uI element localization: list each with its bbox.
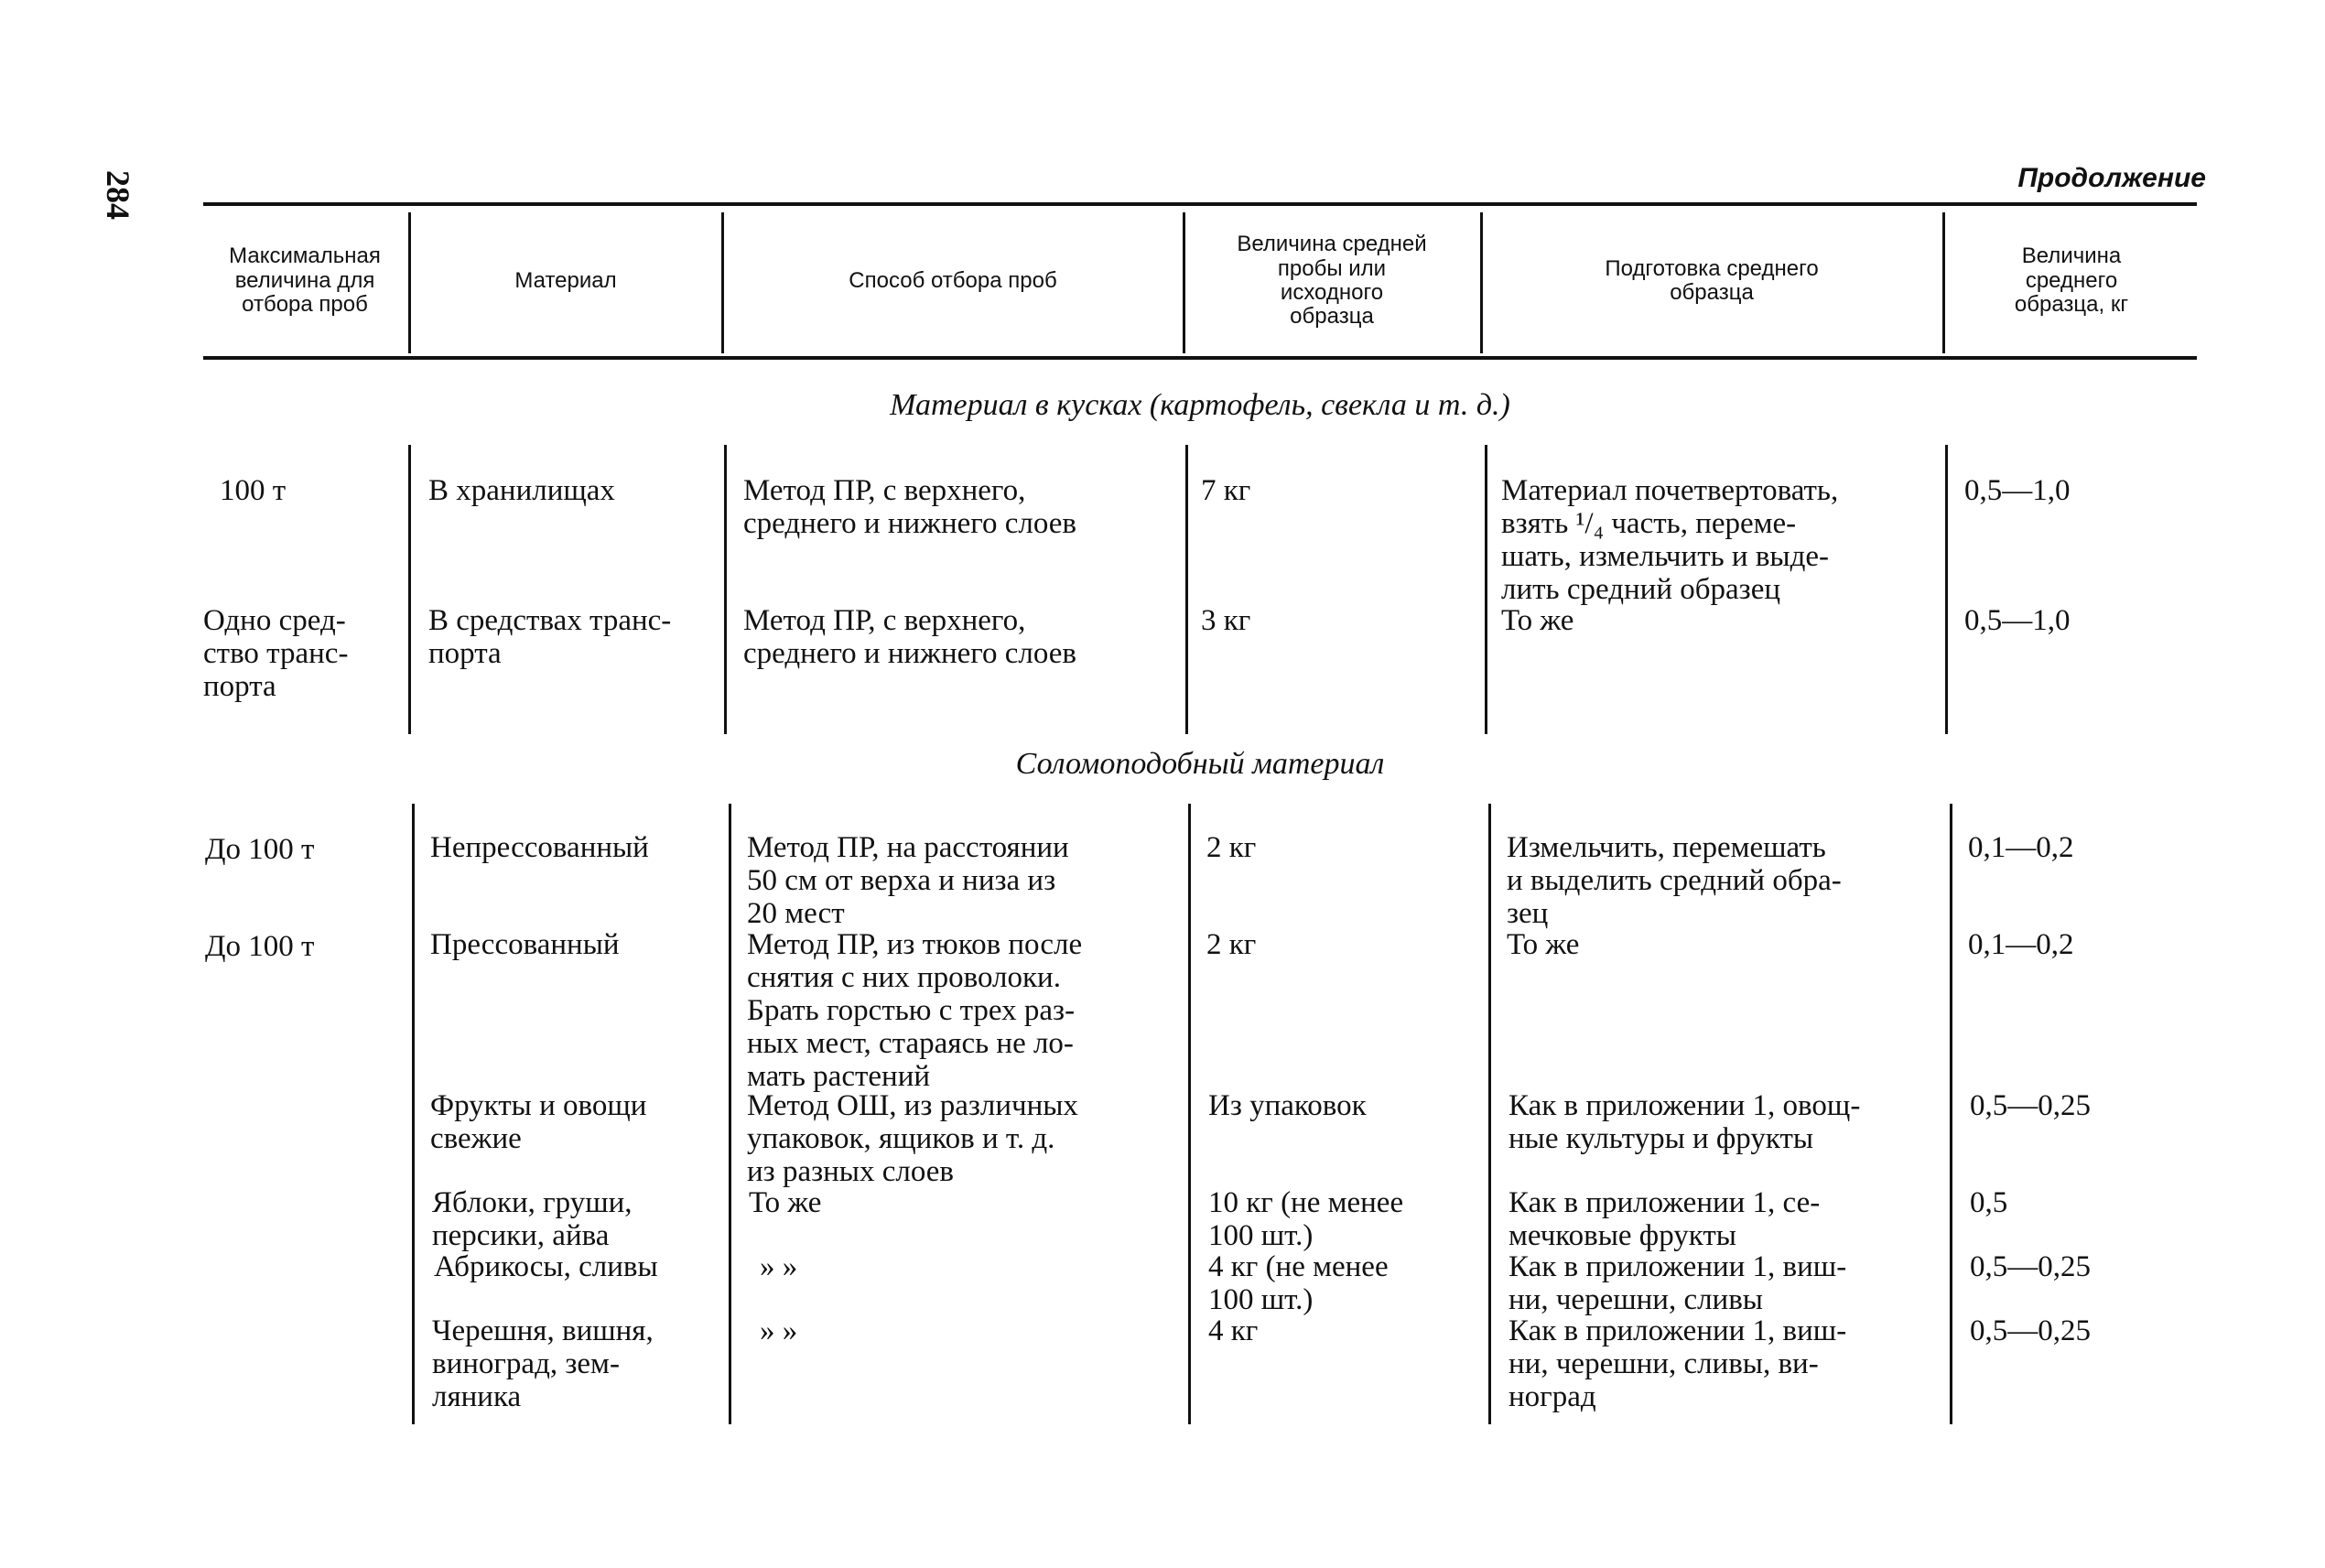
cell-sample-weight: 0,5—0,25	[1970, 1250, 2091, 1283]
column-divider	[1188, 804, 1191, 1424]
cell-sample-size: 2 кг	[1206, 831, 1257, 864]
column-divider	[1945, 445, 1948, 734]
cell-method: Метод ОШ, из различных упаковок, ящиков и т. д. из разных слоев	[747, 1089, 1078, 1188]
cell-material: Черешня, вишня, виноград, зем- ляника	[432, 1314, 654, 1413]
cell-sample-size: 4 кг (не менее 100 шт.)	[1208, 1250, 1389, 1316]
cell-sample-weight: 0,5—1,0	[1964, 474, 2071, 507]
cell-sample-size: Из упаковок	[1208, 1089, 1367, 1122]
column-divider	[729, 804, 731, 1424]
table-top-rule	[203, 202, 2197, 206]
header-divider	[1942, 212, 1945, 353]
section-title-straw: Соломоподобный материал	[1015, 747, 1385, 781]
column-divider	[1185, 445, 1188, 734]
column-divider	[1488, 804, 1491, 1424]
cell-method: » »	[760, 1250, 798, 1283]
cell-material: В хранилищах	[428, 474, 615, 507]
header-divider	[1183, 212, 1185, 353]
cell-sample-size: 3 кг	[1201, 604, 1251, 637]
cell-preparation: Как в приложении 1, виш- ни, черешни, сливы	[1509, 1250, 1847, 1316]
column-divider	[412, 804, 415, 1424]
column-divider	[724, 445, 727, 734]
cell-preparation: Как в приложении 1, овощ- ные культуры и фрукты	[1509, 1089, 1861, 1155]
cell-sample-weight: 0,5—0,25	[1970, 1314, 2091, 1347]
cell-max-size: Одно сред- ство транс- порта	[203, 604, 349, 703]
page-number: 284	[100, 170, 136, 220]
cell-sample-weight: 0,5	[1970, 1186, 2008, 1219]
cell-method: То же	[749, 1186, 822, 1219]
cell-method: Метод ПР, с верхнего, среднего и нижнего слоев	[743, 604, 1076, 670]
cell-method: » »	[760, 1314, 798, 1347]
cell-material: Яблоки, груши, персики, айва	[432, 1186, 633, 1252]
section-title-lumps: Материал в кусках (картофель, свекла и т. д.)	[890, 388, 1510, 422]
cell-method: Метод ПР, на расстоянии 50 см от верха и низа из 20 мест	[747, 831, 1069, 930]
cell-sample-size: 4 кг	[1208, 1314, 1259, 1347]
continuation-label: Продолжение	[2017, 163, 2206, 193]
cell-material: Фрукты и овощи свежие	[430, 1089, 647, 1155]
cell-preparation: То же	[1501, 604, 1574, 637]
header-preparation: Подготовка среднего образца	[1605, 255, 1819, 305]
cell-sample-weight: 0,5—1,0	[1964, 604, 2071, 637]
cell-max-size: 100 т	[220, 474, 287, 507]
header-divider	[721, 212, 724, 353]
cell-preparation: То же	[1507, 928, 1580, 961]
cell-max-size: До 100 т	[205, 930, 315, 963]
header-sample-weight: Величина среднего образца, кг	[2014, 243, 2129, 318]
table-header-rule	[203, 356, 2197, 360]
cell-preparation: Как в приложении 1, се- мечковые фрукты	[1509, 1186, 1821, 1252]
cell-max-size: До 100 т	[205, 833, 315, 866]
cell-material: Абрикосы, сливы	[434, 1250, 658, 1283]
header-sample-size: Величина средней пробы или исходного образца	[1237, 232, 1427, 330]
cell-method: Метод ПР, с верхнего, среднего и нижнего слоев	[743, 474, 1076, 540]
cell-sample-weight: 0,1—0,2	[1968, 831, 2074, 864]
cell-sample-size: 2 кг	[1206, 928, 1257, 961]
header-max-size: Максимальная величина для отбора проб	[229, 243, 381, 318]
header-divider	[408, 212, 411, 353]
header-material: Материал	[514, 267, 617, 293]
cell-material: Непрессованный	[430, 831, 649, 864]
cell-sample-weight: 0,1—0,2	[1968, 928, 2074, 961]
cell-preparation: Как в приложении 1, виш- ни, черешни, сливы, ви- ноград	[1509, 1314, 1847, 1413]
column-divider	[408, 445, 411, 734]
cell-method: Метод ПР, из тюков после снятия с них проволоки. Брать горстью с трех раз- ных мест, стараясь не ло- мать растений	[747, 928, 1083, 1093]
cell-preparation: Материал почетвертовать, взять ¹/₄ часть, переме- шать, измельчить и выде- лить средний образец	[1501, 474, 1839, 606]
column-divider	[1485, 445, 1487, 734]
cell-sample-size: 10 кг (не менее 100 шт.)	[1208, 1186, 1404, 1252]
header-method: Способ отбора проб	[849, 267, 1057, 293]
cell-material: В средствах транс- порта	[428, 604, 672, 670]
cell-material: Прессованный	[430, 928, 620, 961]
cell-sample-weight: 0,5—0,25	[1970, 1089, 2091, 1122]
cell-preparation: Измельчить, перемешать и выделить средний обра- зец	[1507, 831, 1842, 930]
header-divider	[1480, 212, 1483, 353]
cell-sample-size: 7 кг	[1201, 474, 1251, 507]
column-divider	[1950, 804, 1952, 1424]
